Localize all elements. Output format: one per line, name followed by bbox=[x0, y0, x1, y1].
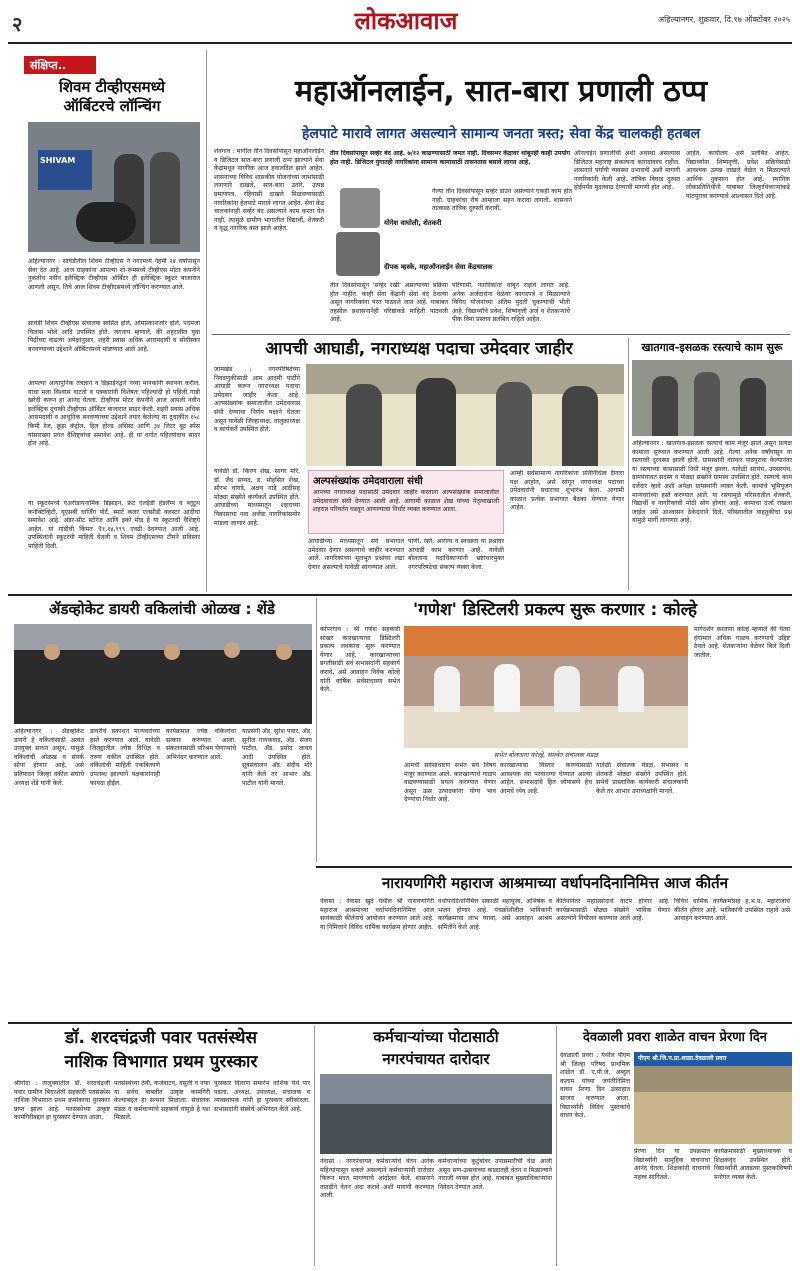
ganesh-caption: सभेत बोलताना कोल्हे, समवेत संचालक मंडळ bbox=[493, 751, 599, 759]
pawar-headline-line1: डॉ. शरदचंद्रजी पवार पतसंस्थेस bbox=[64, 1028, 258, 1048]
devlali-col-3: कार्यक्रमासाठी मुख्याध्यापक व शिक्षकवृंद उपस्थित होते. विद्यार्थ्यांनी आवडत्या पुस्तकांविषयी मनोगत व्यक्त केले. bbox=[714, 1148, 792, 1181]
pawar-right-divider bbox=[314, 1026, 315, 1266]
aaghadi-pull-box bbox=[308, 470, 504, 534]
lead-col-6: आहेत, कार्यालय असे प्रलंबित आहेत. विद्यार्थ्यांना शिष्यवृत्ती, प्रवेश प्रक्रियेसाठी आवश्यक उत्पन्न दाखले वेळेत न मिळाल्याने आर्थिक नुकसान होत आहे. स्थानिक लोकप्रतिनिधींनी याबाबत जिल्हाधिकाऱ्यांकडे पाठपुरावा करण्याचे आश्वासन दिले आहे. bbox=[686, 150, 790, 200]
devlali-col-1: देवळाली प्रवरा : येथील पीएम श्री जिल्हा परिषद प्राथमिक शाळेत डॉ. ए.पी.जे. अब्दुल कलाम यांच्या जयंतीनिमित्त वाचन प्रेरणा दिन उत्साहात साजरा करण्यात आला. विद्यार्थ्यांनी विविध पुस्तकांचे वाचन केले. bbox=[560, 1052, 630, 1120]
advocate-right-divider bbox=[316, 598, 317, 862]
ganesh-photo-table bbox=[404, 706, 688, 748]
sidebar-photo-scooter bbox=[76, 202, 136, 242]
karmachari-photo bbox=[320, 1074, 552, 1154]
devlali-photo-banner-text: पीएम श्री.जि.प.प्रा.शाळा.देवळाली प्रवरा bbox=[638, 1055, 727, 1062]
lead-col-2: तीन दिवसांपासून सर्व्हर बंद आहे. ७/१२ काढण्यासाठी जमत नाही. दिवसभर केंद्रावर थांबूनही काही उपयोग होत नाही. डिजिटल युगातही नागरिकांना सामान्य कामासाठी तासनतास बसावे लागत आहे. bbox=[330, 150, 570, 166]
lead-col-3: तीन दिवसांपासून 'सव्हेर रखी' असल्याच्या प्रक्रिया होत नाहीत. काही सेवा केंद्रांनी सेवा बंद ठेवल्या असून नागरिकांना परत पाठवले जात आहे. याबाबत तहसील प्रशासनानेही वरिष्ठांकडे माहिती पाठवली आहे. bbox=[330, 282, 448, 324]
sidebar-label bbox=[24, 56, 96, 74]
devlali-col-2: प्रेरणा दिन या उपक्रमात विद्यार्थ्यांनी सामूहिक वाचनाचा आनंद घेतला. शिक्षकांनी वाचनाचे महत्त्व सांगितले. bbox=[634, 1148, 710, 1181]
sidebar-body-1: अहिल्यानगर : सावेडीतील शिवम टीव्हीएस ने नगरमध्ये नेहमी २४ वर्षांपासून सेवा देत आहे. आज ग्राहकांना आपल्या शो-रूममध्ये टीव्हीएस मोटर कंपनीने नुकतीच नवीन इलेक्ट्रिक टीव्हीएस ऑर्बिटर ही इलेक्ट्रिक स्कूटर बाजारात आणली असून, तिचे आज शिवम टीव्हीएसमध्ये लॉन्चिंग करण्यात आले. bbox=[28, 258, 200, 291]
sidebar-headline-line2: ऑर्बिटरचे लॉन्चिंग bbox=[63, 97, 161, 115]
pawar-col-2: पतसंस्थेच्या ठेवी, कर्जवाटप, वसुली व नफा या सर्वच बाबतीत उत्कृष्ट कामगिरी केल्याबद्दल हा सन्मान मिळाला. संचालक मंडळ व कर्मचाऱ्यांचे सहकार्य यामुळे हे यश मिळाले. bbox=[114, 1080, 210, 1122]
lead-col-5: ऑनलाईन प्रणालीची अशी अवस्था असल्यास डिजिटल महाराष्ट्र संकल्पना कागदावरच राहील. शासनाने पर्यायी व्यवस्था उभारावी अशी मागणी नागरिकांनी केली आहे. तांत्रिक बिघाड दुरुस्त होईपर्यंत मुदतवाढ देण्याची मागणी होत आहे. bbox=[574, 150, 680, 192]
narayangiri-col-4: विविध धार्मिक कार्यक्रमांसह ह.भ.प. महाराजांचे कीर्तन होणार आहे. भाविकांनी उपस्थित राहावे असे आवाहन करण्यात आले. bbox=[674, 898, 790, 923]
khatgaon-photo bbox=[632, 360, 792, 436]
khatgaon-body: अहिल्यानगर : खातगाव-इसळक रस्त्याचे काम मंजूर झाले असून प्रत्यक्ष कामाला सुरुवात करण्यात आली आहे. गेल्या अनेक वर्षांपासून या रस्त्याची दुरवस्था झाली होती. ग्रामस्थांनी वारंवार पाठपुरावा केल्यानंतर या रस्त्याच्या कामासाठी निधी मंजूर झाला. यावेळी सरपंच, उपसरपंच, ग्रामपंचायत सदस्य व मोठ्या संख्येने ग्रामस्थ उपस्थित होते. रस्त्याचे काम दर्जेदार व्हावे अशी अपेक्षा ग्रामस्थांनी व्यक्त केली. कामाचे भूमिपूजन मान्यवरांच्या हस्ते करण्यात आले. या रस्त्यामुळे परिसरातील शेतकरी, विद्यार्थी व नागरिकांची मोठी सोय होणार आहे. कामाचा दर्जा राखला जाईल असे आश्वासन ठेकेदाराने दिले. परिसरातील वाहतुकीचा प्रश्न यामुळे मार्गी लागणार आहे. bbox=[632, 440, 792, 525]
narayangiri-headline: नारायणगिरी महाराज आश्रमाच्या वर्धापनदिनानिमित्त आज कीर्तन bbox=[381, 874, 729, 892]
pawar-col-3: पुरस्कार वितरण समारंभ नाशिक येथे पार पडला. अध्यक्ष, उपाध्यक्ष, संचालक व व्यवस्थापक यांनी हा पुरस्कार स्वीकारला. सभासदांनी संस्थेचे अभिनंदन केले आहे. bbox=[214, 1080, 310, 1113]
ganesh-photo-person bbox=[618, 666, 644, 712]
lead-quote-1: गेल्या तीन दिवसांपासून सर्व्हर डाउन असल्याने एकही काम होत नाही. ग्राहकांचा रोष आम्हाला सहन करावा लागतो. शासनाने तात्काळ तांत्रिक दुरुस्ती करावी. bbox=[432, 188, 572, 213]
sidebar-body-3: आपल्या आयापुनिक तंत्रज्ञान व डिझाईनद्वारे नव्या मानकांनी स्थापना करील, याचा मला विश्वास वाटतो व पत्रकारांनी विशेषतः पहिल्यांदी हो पहिली गाडी खरेदी करून हा आनंद घेतला. टीव्हीएस मोटर कंपनीने आज आपली नवीन इलेक्ट्रिक दुचाकी टीव्हीएस ऑर्बिटर बाजारात सादर केली. शहरी प्रवास अधिक आरामदायी व आधुनिक बनवण्याच्या उद्देशाने तयार केलेल्या या दुचाकीत १५८ किमी रेंज, क्रूझ कंट्रोल, हिल होल्ड असिस्ट आणि ३४ लिटर बूट स्पेस यांसारख्या प्रगत वैशिष्ट्यांचा समावेश आहे. ही या वर्गात पहिल्यांदाच सादर होत आहे. bbox=[28, 380, 200, 448]
karmachari-headline bbox=[318, 1026, 554, 1070]
sidebar-label-text: संक्षिप्त.. bbox=[30, 59, 67, 72]
khatgaon-photo-person bbox=[740, 378, 766, 436]
sidebar-divider bbox=[206, 50, 207, 592]
masthead-rule bbox=[8, 42, 792, 44]
khatgaon-photo-person bbox=[694, 372, 720, 436]
khatgaon-photo-person bbox=[652, 376, 678, 436]
aaghadi-col-4: पाणी, रस्ते, आरोग्य व स्वच्छता या प्रश्नांवर आघाडी काम करणार आहे. यावेळी बोलताना पदाधिकाऱ्यांनी भ्रष्टाचारमुक्त नगरपरिषदेचा संकल्प व्यक्त केला. bbox=[408, 538, 504, 571]
aaghadi-headline: आपची आघाडी, नगराध्यक्ष पदाचा उमेदवार जाहीर bbox=[265, 339, 573, 359]
advocate-headline: ॲडव्होकेट डायरी वकिलांची ओळख : शेंडे bbox=[49, 600, 275, 618]
sidebar-photo bbox=[28, 122, 200, 252]
lead-subheadline: हेलपाटे मारावे लागत असल्याने सामान्य जनता त्रस्त; सेवा केंद्र चालकही हतबल bbox=[301, 126, 701, 142]
ganesh-photo bbox=[404, 626, 688, 748]
advocate-col-4: याप्रसंगी अ‍ॅड. सुरेश पवार, अ‍ॅड. सुनील गायकवाड, अ‍ॅड. संजय पाटील, अ‍ॅड. प्रमोद जाधव आदी उपस्थित होते. सूत्रसंचालन अ‍ॅड. संदीप मोरे यांनी केले तर आभार अ‍ॅड. पाटील यांनी मानले. bbox=[242, 728, 312, 787]
lead-quote-1-author: योगेश वाघोली, शेतकरी bbox=[384, 219, 442, 227]
page-number: २ bbox=[12, 12, 23, 36]
sidebar-headline-line1: शिवम टीव्हीएसमध्ये bbox=[59, 78, 165, 96]
ganesh-col-1: कोपरगाव : श्री गणेश सहकारी साखर कारखान्याचा डिस्टिलरी प्रकल्प लवकरच सुरू करण्यात येणार आहे. कारखान्याच्या प्रगतीसाठी सर्व सभासदांनी सहकार्य करावे, असे आवाहन विवेक कोल्हे यांनी वार्षिक सर्वसाधारण सभेत केले. bbox=[320, 626, 400, 694]
sidebar-body-4: या स्कूटरमध्ये एअरोडायनामिक डिझाइन, फ्रंट एलईडी हेडलॅम्प व ब्लूटूथ कनेक्टिव्हिटी, यूएसबी चार्जिंग पोर्ट, स्मार्ट कलर एलसीडी क्लस्टर आदींचा समावेश आहे. अंडर-सीट स्टोरेज आणि इको मोड हे या स्कूटरची वैशिष्ट्ये आहेत. या गाडीची किंमत ₹१,१४,९९९ एवढी ठेवण्यात आली आहे. उपस्थितांनी स्कूटरची माहिती घेतली व शिवम टीव्हीएसच्या टीमने सविस्तर माहिती दिली. bbox=[28, 500, 200, 550]
narayangiri-col-2: वर्धापनदिनानिमित्त सकाळी महापूजा, अभिषेक व भजन होणार आहे. पंचक्रोशीतील भाविकांनी कार्यक्रमांचा लाभ घ्यावा, असे आवाहन आश्रम समितीने केले आहे. bbox=[438, 898, 552, 931]
ganesh-photo-person bbox=[554, 666, 580, 712]
section-rule-3 bbox=[8, 1022, 792, 1024]
devlali-photo-students bbox=[634, 1092, 792, 1144]
lead-col-1: शेवगाव : मागील तीन दिवसांपासून महाऑनलाईन व डिजिटल सात-बारा प्रणाली ठप्प झाल्याने सेवा केंद्रांमधून नागरिक आज हवालदिल झाले आहेत. शासनाच्या विविध शासकीय योजनांच्या लाभांसाठी लागणारे दाखले, सात-बारा उतारे, उत्पन्न प्रमाणपत्र, रहिवासी दाखले मिळवण्यासाठी नागरिकांना हेलपाटे मारावे लागत आहेत. सेवा केंद्र चालकांनाही सर्व्हर बंद असल्याने काम करता येत नाही, त्यामुळे ग्रामीण भागातील विद्यार्थी, शेतकरी व वृद्ध नागरिक त्रस्त झाले आहेत. bbox=[214, 148, 324, 233]
karmachari-headline-line1: कर्मचाऱ्यांच्या पोटासाठी bbox=[373, 1028, 499, 1046]
advocate-photo-face bbox=[104, 642, 120, 658]
sidebar-photo-banner-text: SHIVAM bbox=[40, 156, 76, 165]
advocate-col-3: कार्यक्रमात ज्येष्ठ वकिलांचा सत्कार करण्यात आला. संकलनासाठी परिश्रम घेणाऱ्यांचे अभिनंदन करण्यात आले. bbox=[166, 728, 236, 761]
pawar-headline-line2: नाशिक विभागात प्रथम पुरस्कार bbox=[64, 1052, 258, 1072]
ganesh-col-2: आमची सर्वसाधारण सभेत सर्व विषय मंजूर करण्यात आले. कारखान्याचे गाळप वाढवण्यासाठी प्रयत्न करण्यात येणार असून ऊस उत्पादकांना योग्य भाव देण्याचा निर्धार आहे. bbox=[404, 762, 496, 804]
lead-col-4: परिणामी, नागरिकांना थांबून राहावे लागत आहे. अनेक अर्जदारांना वेळेवर कागदपत्रे न मिळाल्याने विविध योजनांच्या अंतिम मुदती चुकण्याची भीती आहे. विद्यार्थ्यांचे प्रवेश, शिष्यवृत्ती अर्ज व शेतकऱ्यांचे पीक विमा प्रस्ताव प्रलंबित राहिले आहेत. bbox=[452, 282, 570, 324]
narayangiri-col-1: नेवासा : नेवासा खुर्द येथील श्री नारायणगिरी महाराज आश्रमाच्या वर्धापनदिनानिमित्त आज सायंकाळी कीर्तनाचे आयोजन करण्यात आले आहे. या निमित्ताने विविध धार्मिक कार्यक्रम होणार आहेत. bbox=[320, 898, 434, 931]
aaghadi-photo-person bbox=[496, 382, 532, 466]
advocate-photo-face bbox=[224, 642, 240, 658]
ganesh-col-5: मार्गदर्शन करताना कोल्हे म्हणाले की येत्या हंगामात अधिक गाळप करण्याचे उद्दिष्ट ठेवले आहे. शेतकऱ्यांना वेळेवर बिले दिली जातील. bbox=[694, 626, 790, 659]
karmachari-col-2: कर्मचाऱ्यांच्या कुटुंबांवर उपासमारीची वेळ आली असून सण-उत्सवाच्या काळातही वेतन न मिळाल्याने नाराजी व्यक्त होत आहे. याबाबत मुख्याधिकाऱ्यांना निवेदन देण्यात आले. bbox=[438, 1158, 552, 1191]
narayangiri-col-3: कीर्तनानंतर महाप्रसादाचे वाटप होणार आहे. कार्यक्रमासाठी मोठ्या संख्येने भाविक येणार असल्याने नियोजन करण्यात आले आहे. bbox=[556, 898, 670, 923]
advocate-photo-face bbox=[276, 644, 292, 660]
ganesh-col-4: यावेळी संचालक मंडळ, सभासद व शेतकरी मोठ्या संख्येने उपस्थित होते. सभेचे प्रास्ताविक कार्यकारी संचालकांनी केले तर आभार उपाध्यक्षांनी मानले. bbox=[596, 762, 688, 795]
aaghadi-photo bbox=[306, 364, 624, 466]
khatgaon-headline: खातगाव-इसळक रस्त्याचे काम सुरू bbox=[641, 341, 783, 354]
aaghadi-col-1: जामखेड : नगरपरिषदेच्या निवडणुकीसाठी आम आदमी पार्टीने आघाडी करून नगराध्यक्ष पदाचा उमेदवार जाहीर केला आहे. अल्पसंख्यांक समाजातील उमेदवारास संधी देण्याचा निर्णय पक्षाने घेतला असून यावेळी जिल्हाध्यक्ष, तालुकाध्यक्ष व कार्यकर्ते उपस्थित होते. bbox=[214, 366, 300, 434]
sidebar-photo-person bbox=[150, 152, 180, 244]
lead-bottom-rule bbox=[212, 334, 790, 335]
advocate-photo-group bbox=[14, 650, 312, 724]
ganesh-photo-banner bbox=[404, 626, 688, 656]
sidebar-body-2: सावेडी शिवम टीव्हीएस संचालक स्वप्निल होले, ओमप्रकाशजोर होले, पदमजा विलास भोले आदि उपस्थित होते. जगताप म्हणाले, की शहरातील युवा पिढींच्या वाढत्या अपेक्षांनुसार, शहरी प्रवास अधिक आरामदायी व सोयीस्कर बनवण्याच्या उद्देशाने ऑर्बिटरमध्ये मांडण्यात आले आहे. bbox=[28, 320, 200, 353]
pawar-col-1: श्रीगोंदा : तालुक्यातील डॉ. शरदचंद्रजी पवार ग्रामीण बिगरशेती सहकारी पतसंस्थेस नाशिक विभागात प्रथम क्रमांकाचा पुरस्कार प्राप्त झाला आहे. पतसंस्थेच्या उत्कृष्ट कामगिरीबद्दल हा पुरस्कार देण्यात आला. bbox=[14, 1080, 110, 1122]
pawar-headline bbox=[12, 1026, 310, 1074]
advocate-col-2: डायरीचे प्रकाशन मान्यवरांच्या हस्ते करण्यात आले. यावेळी जिल्ह्यातील ज्येष्ठ विधिज्ञ व तरुण वकील उपस्थित होते. वकिलांची माहिती एकत्रितपणे उपलब्ध झाल्याने पक्षकारांनाही फायदा होईल. bbox=[90, 728, 160, 787]
karmachari-photo-crowd bbox=[320, 1104, 552, 1154]
advocate-photo bbox=[14, 624, 312, 724]
edition-line: अहिल्यानगर, शुक्रवार, दि.१७ ऑक्टोबर २०२५ bbox=[658, 15, 790, 24]
advocate-photo-face bbox=[164, 644, 180, 660]
aaghadi-col-5: आम्ही सर्वसामान्य नागरिकांना प्रतिनिधित्व देणारा पक्ष आहोत, असे सांगून नगराध्यक्ष पदाच्या उमेदवारांनी प्रचाराचा शुभारंभ केला. आगामी काळात प्रत्येक प्रभागात बैठका घेण्यात येणार आहेत. bbox=[510, 470, 624, 512]
sidebar-headline bbox=[24, 78, 200, 116]
ganesh-photo-person bbox=[434, 666, 460, 712]
aaghadi-col-3: आघाडीच्या माध्यमातून सर्व प्रभागात उमेदवार देणार असल्याचे जाहीर करण्यात आले. नागरिकांच्या मूलभूत प्रश्नांवर लढा देणार असल्याचे यावेळी सांगण्यात आले. bbox=[308, 538, 404, 571]
lead-quote-1-photo bbox=[340, 188, 380, 228]
devlali-headline: देवळाली प्रवरा शाळेत वाचन प्रेरणा दिन bbox=[582, 1030, 768, 1045]
section-rule-1 bbox=[8, 594, 792, 596]
ganesh-photo-person bbox=[494, 664, 520, 712]
karmachari-headline-line2: नगरपंचायत दारोदार bbox=[382, 1050, 490, 1068]
aaghadi-right-divider bbox=[628, 338, 629, 590]
aaghadi-photo-person bbox=[416, 378, 456, 466]
lead-headline: महाऑनलाईन, सात-बारा प्रणाली ठप्प bbox=[294, 74, 708, 109]
devlali-photo bbox=[634, 1052, 792, 1144]
lead-quote-2-author: दीपक म्हस्के, महाऑनलाईन सेवा केंद्रचालक bbox=[384, 263, 493, 271]
karmachari-col-1: नेवासा : नगरपंचायत कर्मचाऱ्यांचे वेतन अनेक महिन्यांपासून थकले असल्याने कर्मचाऱ्यांनी दारोदार फिरून मदत मागण्याचे आंदोलन केले. शासनाने तातडीने वेतन अदा करावे अशी मागणी करण्यात आली. bbox=[320, 1158, 434, 1200]
ganesh-headline: 'गणेश' डिस्टिलरी प्रकल्प सुरू करणार : कोल्हे bbox=[413, 600, 697, 620]
ganesh-col-3: कारखान्याचा विस्तार करण्यासाठी आवश्यक त्या परवानग्या घेण्यात आल्या आहेत. सभासदांचे हित जोपासणे हेच आमचे ध्येय आहे. bbox=[500, 762, 592, 795]
section-rule-2 bbox=[316, 866, 792, 868]
karmachari-right-divider bbox=[556, 1026, 557, 1266]
lead-quote-2-photo bbox=[336, 232, 380, 276]
aaghadi-pull-title: अल्पसंख्यांक उमेदवाराला संधी bbox=[313, 476, 423, 487]
masthead-logo bbox=[318, 4, 494, 38]
advocate-photo-face bbox=[44, 644, 60, 660]
advocate-col-1: अहिल्यानगर : ॲडव्होकेट डायरी हे वकिलांसाठी अत्यंत उपयुक्त साधन असून, यामुळे वकिलांची ओळख व संपर्क सोपा होणार आहे, असे प्रतिपादन जिल्हा वकील संघाचे अध्यक्ष शेंडे यांनी केले. bbox=[14, 728, 84, 787]
masthead-logo-text: लोकआवाज bbox=[354, 6, 458, 35]
aaghadi-photo-person bbox=[346, 384, 382, 466]
aaghadi-col-2: यावेळी डॉ. किरण शेख, सागर मोरे, डॉ. जैद सय्यद, ड. मोहसिन शेख, सौरभ चांगडे, अक्षय गाडे आदींसह मोठ्या संख्येने कार्यकर्ते उपस्थित होते. आघाडीच्या माध्यमातून शहराच्या विकासाचा नवा अजेंडा नागरिकांसमोर मांडला जाणार आहे. bbox=[214, 468, 300, 527]
aaghadi-photo-person bbox=[562, 386, 598, 466]
aaghadi-pull-body: आपच्या नगराध्यक्ष पदासाठी उमेदवार जाहीर करताना अल्पसंख्यांक समाजातील उमेदवाराला संधी देण्यात आली आहे. आगामी काळात शेख यांच्या नेतृत्वाखाली शहरात परिवर्तन घडवून आणण्याचा निर्धार व्यक्त करण्यात आला. bbox=[313, 489, 499, 514]
